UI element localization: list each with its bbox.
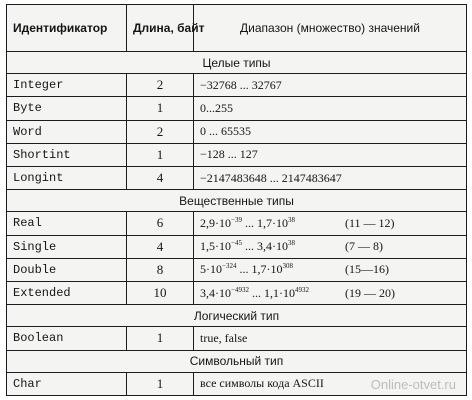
table-row [7,327,467,350]
document-scan [6,4,466,396]
type-name: Word [7,120,127,143]
table-row [7,74,467,97]
data-types-table [6,4,467,396]
type-length: 4 [127,166,194,189]
header-range: Диапазон (множество) значений [194,5,467,52]
type-name: Real [7,212,127,235]
type-range: все символы кода ASCII [194,372,467,395]
type-name: Shortint [7,143,127,166]
type-range: −32768 ... 32767 [194,74,467,97]
type-range: $1,5\cdot 10^{-45}$ ... $3,4\cdot 10^{38}$ (7 — 8) [194,235,467,258]
section-header-real [7,190,467,212]
type-name: Double [7,258,127,281]
type-length: 8 [127,258,194,281]
type-name: Single [7,235,127,258]
type-length: 1 [127,97,194,120]
type-range: true, false [194,327,467,350]
type-length: 6 [127,212,194,235]
type-name: Byte [7,97,127,120]
type-range: −128 ... 127 [194,143,467,166]
type-precision: (19 — 20) [345,285,395,300]
type-length: 1 [127,327,194,350]
section-header-boolean [7,305,467,327]
type-name: Integer [7,74,127,97]
type-precision: (7 — 8) [345,239,383,254]
header-identifier: Идентификатор [7,5,127,52]
section-title: Символьный тип [7,350,467,372]
table-row [7,372,467,395]
section-title: Логический тип [7,305,467,327]
type-length: 10 [127,281,194,304]
section-title: Вещественные типы [7,190,467,212]
table-row [7,120,467,143]
type-range: $5\cdot 10^{-324}$ ... $1,7\cdot 10^{308}$ (15—16) [194,258,467,281]
type-name: Longint [7,166,127,189]
watermark: Online-otvet.ru [370,377,456,392]
type-name: Char [7,372,127,395]
table-row [7,166,467,189]
section-title: Целые типы [7,52,467,74]
header-length: Длина, байт [127,5,194,52]
table-row [7,143,467,166]
type-length: 1 [127,372,194,395]
section-header-char [7,350,467,372]
type-range: $3,4\cdot 10^{-4932}$ ... $1,1\cdot 10^{4932}$ (19 — 20) [194,281,467,304]
type-precision: (11 — 12) [345,215,395,230]
table-row [7,258,467,281]
type-length: 2 [127,74,194,97]
type-name: Boolean [7,327,127,350]
table-row [7,281,467,304]
type-range: 0...255 [194,97,467,120]
table-row [7,212,467,235]
type-length: 4 [127,235,194,258]
table-row [7,97,467,120]
type-range: $2,9\cdot 10^{-39}$ ... $1,7\cdot 10^{38}$ (11 — 12) [194,212,467,235]
type-length: 1 [127,143,194,166]
table-row [7,235,467,258]
header-row [7,5,467,52]
type-precision: (15—16) [345,262,389,277]
type-range: −2147483648 ... 2147483647 [194,166,467,189]
type-name: Extended [7,281,127,304]
type-length: 2 [127,120,194,143]
type-range: 0 ... 65535 [194,120,467,143]
section-header-integer [7,52,467,74]
